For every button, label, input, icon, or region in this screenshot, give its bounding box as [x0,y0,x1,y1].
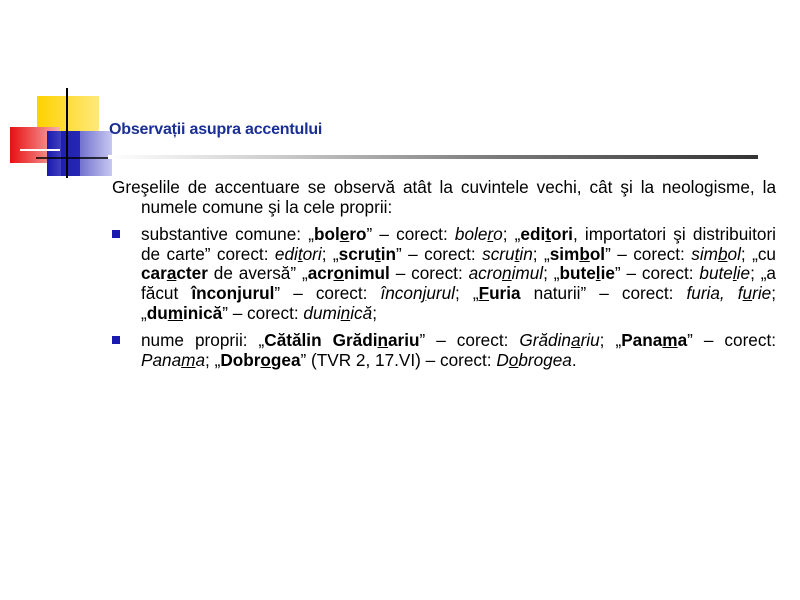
slide-content [112,178,776,378]
title-rule [108,155,758,159]
slide-title: Observații asupra accentului [109,121,323,138]
bullet-nume-proprii [112,331,776,370]
bullet-square-icon [112,336,120,344]
bullet-text: substantive comune: „bolero” – corect: bolero; „editori, importatori şi distribuitori de carte” corect: editori; „scrutin” – corect: scrutin; „simbol” – corect: simbol; „cu caracter de aversă” „acronimul – corect: acronimul; „butelie” – corect: butelie; „a făcut înconjurul” – corect: înconjurul; „Furia naturii” – corect: furia, furie; „duminică” – corect: duminică; [141,224,776,323]
bullet-substantive-comune [112,225,776,323]
bullet-square-icon [112,230,120,238]
bullet-text: nume proprii: „Cătălin Grădinariu” – corect: Grădinariu; „Panama” – corect: Panama; „Dobrogea” (TVR 2, 17.VI) – corect: Dobrogea. [141,330,777,370]
decorative-logo [0,0,120,190]
intro-paragraph: Greşelile de accentuare se observă atât la cuvintele vechi, cât şi la neologisme, la numele comune şi la cele proprii: [112,177,776,217]
